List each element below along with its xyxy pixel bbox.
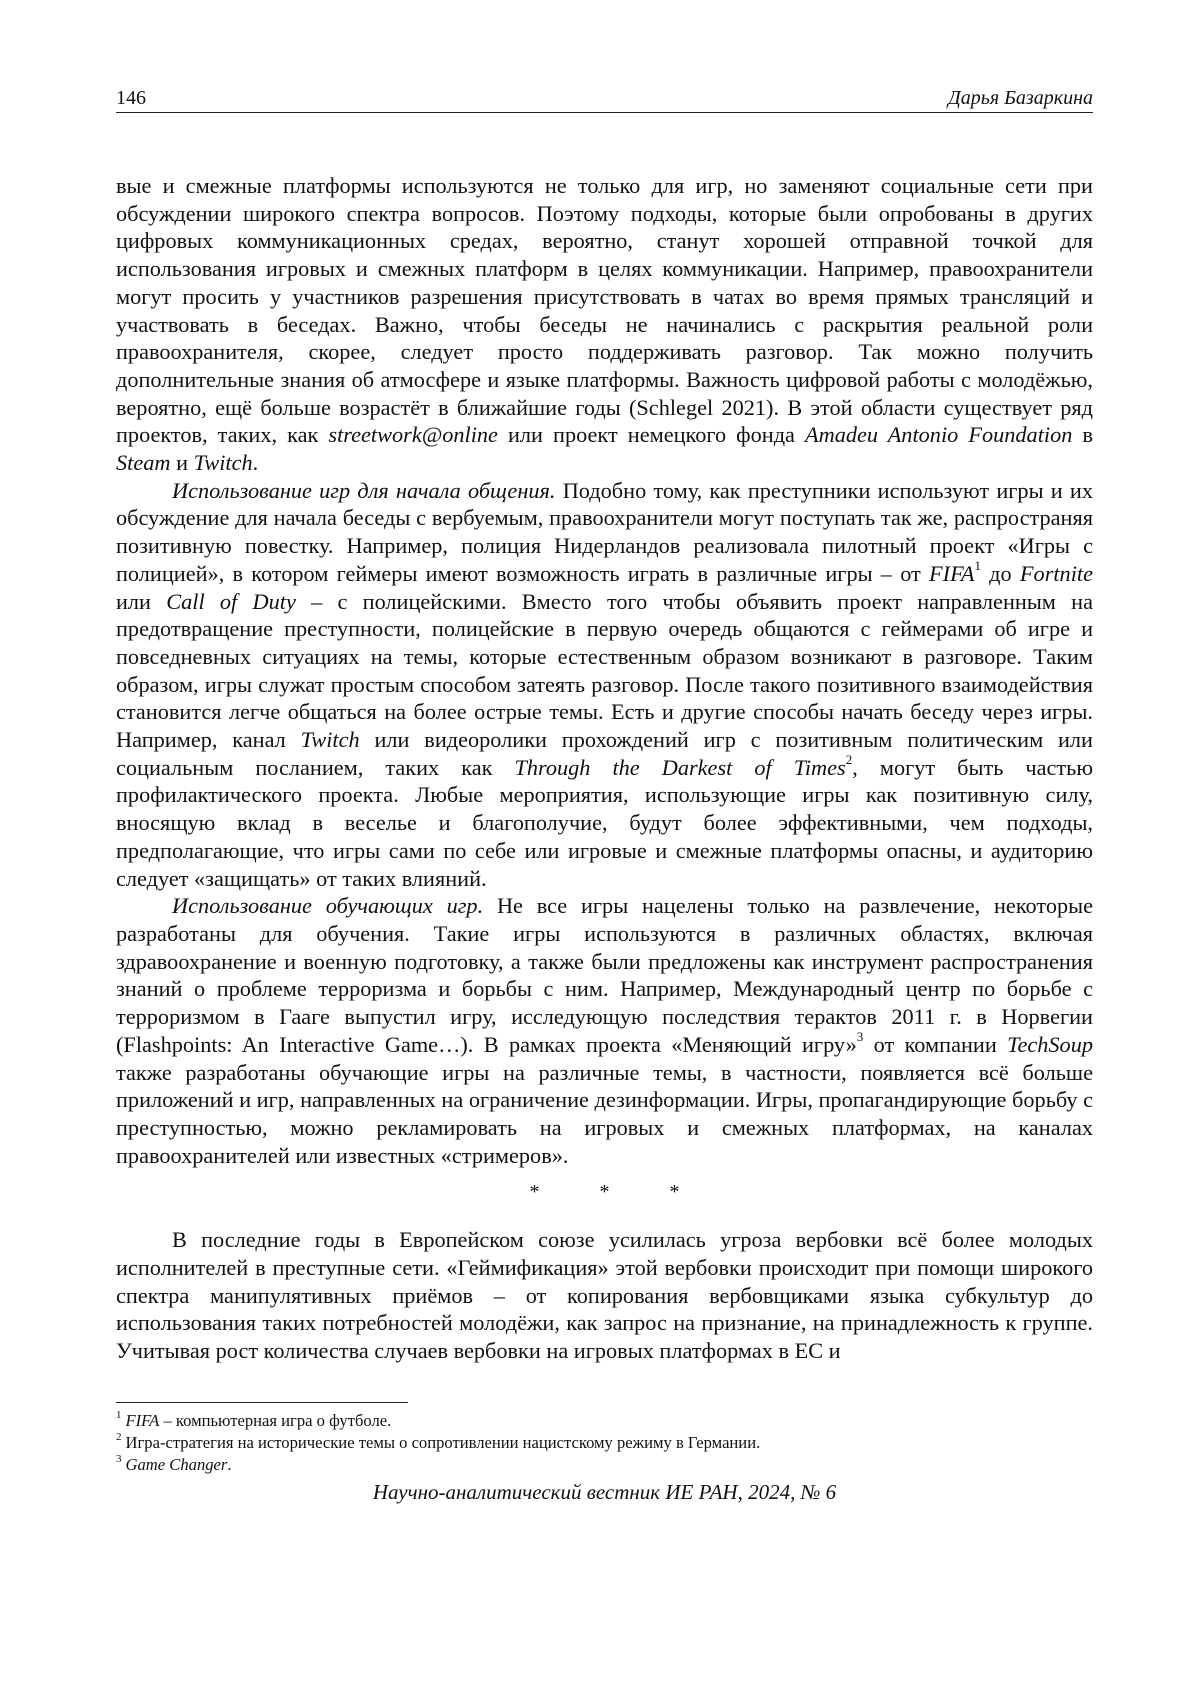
footnote-marker[interactable]: 1	[974, 558, 981, 574]
paragraph-2	[116, 477, 1093, 893]
separator-asterisk: *	[529, 1181, 540, 1204]
footnote-marker[interactable]: 3	[856, 1029, 864, 1045]
footnote-text: – компьютерная игра о футболе.	[159, 1411, 392, 1430]
text-run: до	[980, 560, 1020, 586]
running-author: Дарья Базаркина	[948, 87, 1093, 109]
separator-asterisk: *	[599, 1181, 610, 1204]
separator-asterisk: *	[669, 1181, 680, 1204]
text-run: Не все игры нацелены только на развлечение, некоторые разработаны для обучения. Такие игры используются в различных областях, включая здравоохранение и военную подготовку, а также были предложены как инструмент распространения знаний о проблеме терроризма и борьбы с ним. Например, Международный центр по борьбе с терроризмом в Гааге выпустил игру, исследующую последствия терактов 2011 г. в Норвегии (Flashpoints: An Interactive Game…). В рамках проекта «Меняющий игру»	[116, 893, 1094, 1057]
section-run-in-heading: Использование обучающих игр.	[172, 893, 484, 919]
footnote-number: 1	[116, 1409, 122, 1422]
text-run: также разработаны обучающие игры на различные темы, в частности, появляется всё больше приложений и игр, направленных на ограничение дезинформации. Игры, пропагандирующие борьбу с преступностью, можно рекламировать на игровых и смежных платформах, на каналах правоохранителей или известных «стримеров».	[116, 1059, 1093, 1168]
section-run-in-heading: Использование игр для начала общения.	[172, 477, 556, 503]
text-run: в	[1072, 422, 1093, 448]
footnote-marker[interactable]: 2	[845, 752, 853, 768]
text-run: от компании	[863, 1031, 1008, 1057]
italic-term: Twitch	[300, 727, 360, 753]
italic-term: Twitch	[193, 450, 253, 476]
paragraph-4: В последние годы в Европейском союзе усилилась угроза вербовки всё более молодых исполнителей в преступные сети. «Геймификация» этой вербовки происходит при помощи широкого спектра манипулятивных приёмов – от копирования вербовщиками языка субкультур до использования таких потребностей молодёжи, как запрос на признание, на принадлежность к группе. Учитывая рост количества случаев вербовки на игровых платформах в ЕС и	[116, 1227, 1093, 1364]
paragraph-3	[116, 892, 1093, 1169]
footnotes	[116, 1410, 1093, 1476]
text-run: и	[170, 450, 194, 476]
article-body	[116, 172, 1093, 1365]
italic-term: TechSoup	[1007, 1031, 1093, 1057]
text-run: Подобно тому, как преступники используют игры и их обсуждение для начала беседы с вербуемым, правоохранители могут поступать так же, распространяя позитивную повестку. Например, полиция Нидерландов реализовала пилотный проект «Игры с полицией», в котором геймеры имеют возможность играть в различные игры – от	[116, 477, 1093, 586]
footnote-2	[116, 1432, 1093, 1454]
paragraph-1	[116, 172, 1093, 477]
italic-term: Fortnite	[1019, 560, 1093, 586]
running-header	[116, 84, 1093, 113]
footnote-text: .	[227, 1455, 232, 1474]
footnote-divider	[116, 1402, 408, 1403]
footnote-1	[116, 1410, 1093, 1432]
italic-term: Call of Duty	[166, 588, 296, 614]
page-number: 146	[116, 87, 146, 109]
italic-term: FIFA	[125, 1411, 160, 1430]
text-run: вые и смежные платформы используются не только для игр, но заменяют социальные сети при обсуждении широкого спектра вопросов. Поэтому подходы, которые были опробованы в других цифровых коммуникационных средах, вероятно, станут хорошей отправной точкой для использования игровых и смежных платформ в целях коммуникации. Например, правоохранители могут просить у участников разрешения присутствовать в чатах во время прямых трансляций и участвовать в беседах. Важно, чтобы беседы не начинались с раскрытия реальной роли правоохранителя, скорее, следует просто поддерживать разговор. Так можно получить дополнительные знания об атмосфере и языке платформы. Важность цифровой работы с молодёжью, вероятно, ещё больше возрастёт в ближайшие годы (Schlegel 2021). В этой области существует ряд проектов, таких, как	[116, 173, 1093, 448]
text-run: или видеоролики прохождений игр с позитивным политическим или социальным посланием, таких как	[116, 727, 1093, 780]
italic-term: streetwork@online	[328, 422, 498, 448]
italic-term: Steam	[116, 450, 171, 476]
italic-term: Through the Darkest of Times	[514, 754, 846, 780]
italic-term: FIFA	[929, 560, 975, 586]
text-run: , могут быть частью профилактического проекта. Любые мероприятия, использующие игры как позитивную силу, вносящую вклад в веселье и благополучие, будут более эффективными, чем подходы, предполагающие, что игры сами по себе или игровые и смежные платформы опасны, и аудиторию следует «защищать» от таких влияний.	[116, 754, 1093, 891]
text-run: – с полицейскими. Вместо того чтобы объявить проект направленным на предотвращение преступности, полицейские в первую очередь общаются с геймерами об игре и повседневных ситуациях на темы, которые естественным образом возникают в разговоре. Таким образом, игры служат простым способом затеять разговор. После такого позитивного взаимодействия становится легче общаться на более острые темы. Есть и другие способы начать беседу через игры. Например, канал	[116, 588, 1093, 753]
italic-term: Amadeu Antonio Foundation	[804, 422, 1073, 448]
section-separator	[116, 1179, 1093, 1206]
text-run: или	[116, 588, 167, 614]
footnote-3	[116, 1454, 1093, 1476]
footnote-text: Игра-стратегия на исторические темы о сопротивлении нацистскому режиму в Германии.	[125, 1433, 761, 1452]
text-run: или проект немецкого фонда	[497, 422, 805, 448]
footnote-number: 2	[116, 1431, 122, 1444]
italic-term: Game Changer	[125, 1455, 228, 1474]
journal-footer: Научно-аналитический вестник ИЕ РАН, 2024, № 6	[372, 1480, 837, 1504]
footnote-number: 3	[116, 1453, 122, 1466]
text-run: .	[252, 450, 259, 476]
